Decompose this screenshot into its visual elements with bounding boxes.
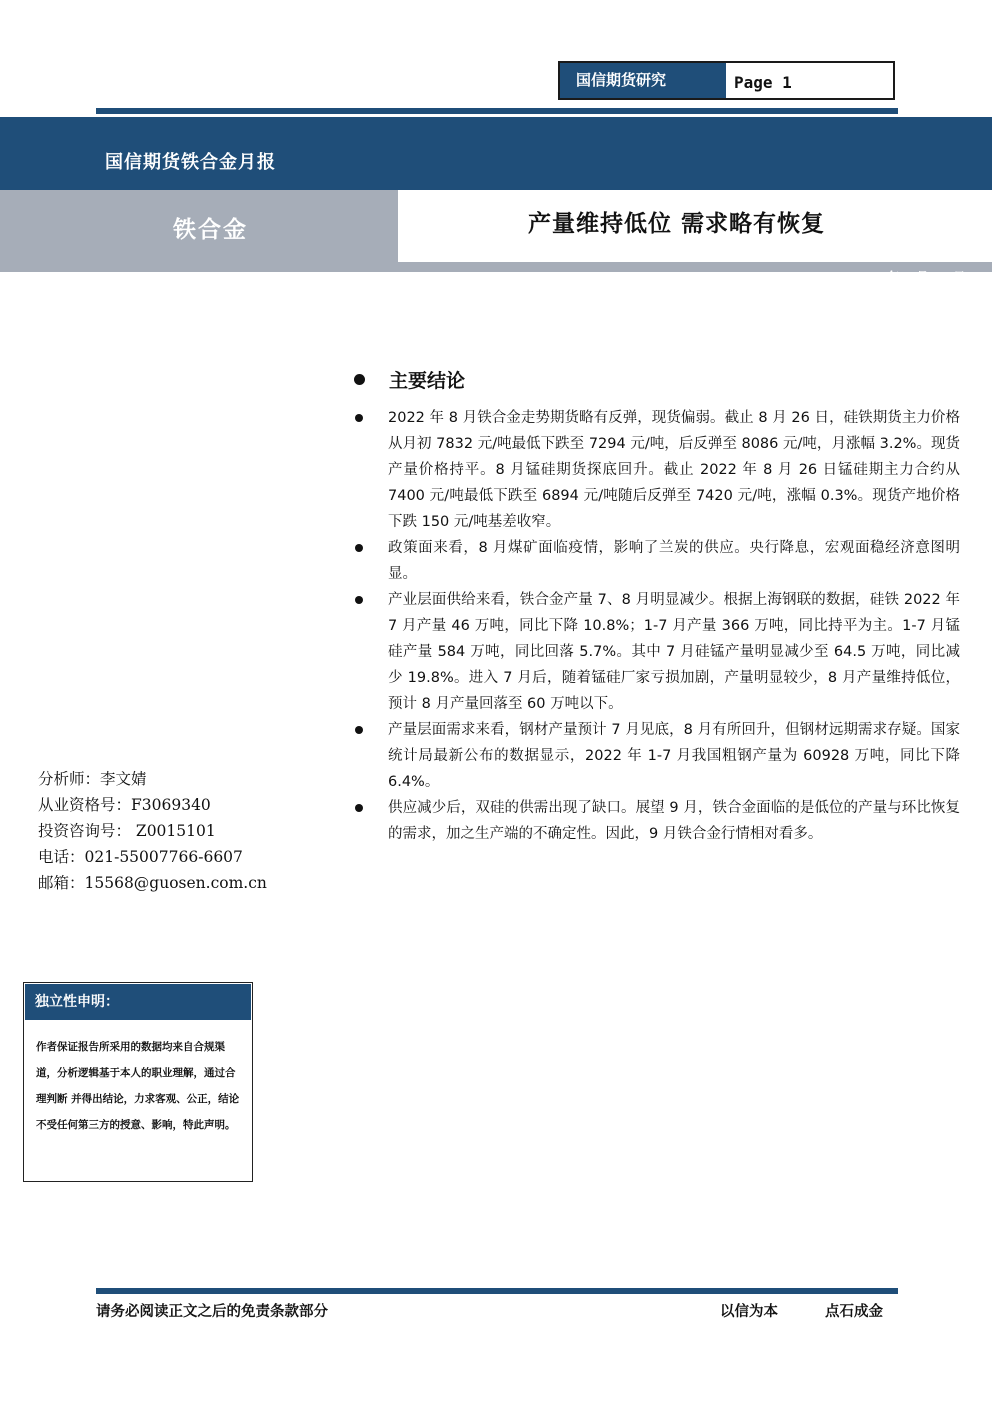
analyst-qualification: 从业资格号：F3069340 xyxy=(38,796,211,814)
footer-slogan-1: 以信为本 xyxy=(720,1304,778,1320)
report-date: 2022 年 8 月 28 日 xyxy=(850,270,966,284)
bullet-icon xyxy=(354,374,365,385)
analyst-phone: 电话：021-55007766-6607 xyxy=(38,848,243,866)
report-series-title: 国信期货铁合金月报 xyxy=(105,152,276,173)
footer-disclaimer: 请务必阅读正文之后的免责条款部分 xyxy=(96,1304,328,1320)
list-item xyxy=(354,795,960,847)
list-item-text: 政策面来看，8 月煤矿面临疫情，影响了兰炭的供应。央行降息，宏观面稳经济意图明显。 xyxy=(388,540,960,582)
analyst-info xyxy=(38,766,267,896)
declaration-text: 作者保证报告所采用的数据均来自合规渠道，分析逻辑基于本人的职业理解，通过合理判断 并得出结论，力求客观、公正，结论不受任何第三方的授意、影响，特此声明。 xyxy=(36,1041,240,1131)
section-heading xyxy=(354,366,465,393)
footer-slogan-2: 点石成金 xyxy=(825,1304,883,1320)
list-item-text: 产业层面供给来看，铁合金产量 7、8 月明显减少。根据上海钢联的数据，硅铁 2022 年 7 月产量 46 万吨，同比下降 10.8%；1-7 月产量 366 万吨，同比持平为主。1-7 月锰硅产量 584 万吨，同比回落 5.7%。其中 7 月硅锰产量明显减少至 64.5 万吨，同比减少 19.8%。进入 7 月后，随着锰硅厂家亏损加剧，产量明显较少，8 月产量维持低位，预计 8 月产量回落至 60 万吨以下。 xyxy=(388,592,960,712)
sector-label: 铁合金 xyxy=(173,217,248,243)
declaration-title: 独立性申明： xyxy=(25,984,251,1020)
section-title: 主要结论 xyxy=(389,370,466,392)
list-item xyxy=(354,405,960,535)
conclusion-list xyxy=(354,405,960,847)
page-number: Page 1 xyxy=(734,73,792,92)
list-item xyxy=(354,587,960,717)
report-headline: 产量维持低位 需求略有恢复 xyxy=(528,211,826,237)
list-item-text: 2022 年 8 月铁合金走势期货略有反弹，现货偏弱。截止 8 月 26 日，硅铁期货主力价格从月初 7832 元/吨最低下跌至 7294 元/吨，后反弹至 8086 元/吨，月涨幅 3.2%。现货产量价格持平。8 月锰硅期货探底回升。截止 2022 年 8 月 26 日锰硅期主力合约从 7400 元/吨最低下跌至 6894 元/吨随后反弹至 7420 元/吨，涨幅 0.3%。现货产地价格下跌 150 元/吨基差收窄。 xyxy=(388,410,960,530)
list-item-text: 供应减少后，双硅的供需出现了缺口。展望 9 月，铁合金面临的是低位的产量与环比恢复的需求，加之生产端的不确定性。因此，9 月铁合金行情相对看多。 xyxy=(388,800,960,842)
bullet-icon xyxy=(355,596,363,604)
footer-divider xyxy=(96,1288,898,1294)
analyst-consult-id: 投资咨询号： Z0015101 xyxy=(38,822,216,840)
list-item xyxy=(354,535,960,587)
bullet-icon xyxy=(355,804,363,812)
list-item xyxy=(354,717,960,795)
top-divider xyxy=(96,108,898,114)
bullet-icon xyxy=(355,414,363,422)
institute-label: 国信期货研究 xyxy=(560,63,726,98)
bullet-icon xyxy=(355,726,363,734)
analyst-name: 分析师：李文婧 xyxy=(38,770,147,788)
bullet-icon xyxy=(355,544,363,552)
analyst-email[interactable]: 邮箱：15568@guosen.com.cn xyxy=(38,874,267,892)
list-item-text: 产量层面需求来看，钢材产量预计 7 月见底，8 月有所回升，但钢材远期需求存疑。国家统计局最新公布的数据显示，2022 年 1-7 月我国粗钢产量为 60928 万吨，同比下降 6.4%。 xyxy=(388,722,960,790)
